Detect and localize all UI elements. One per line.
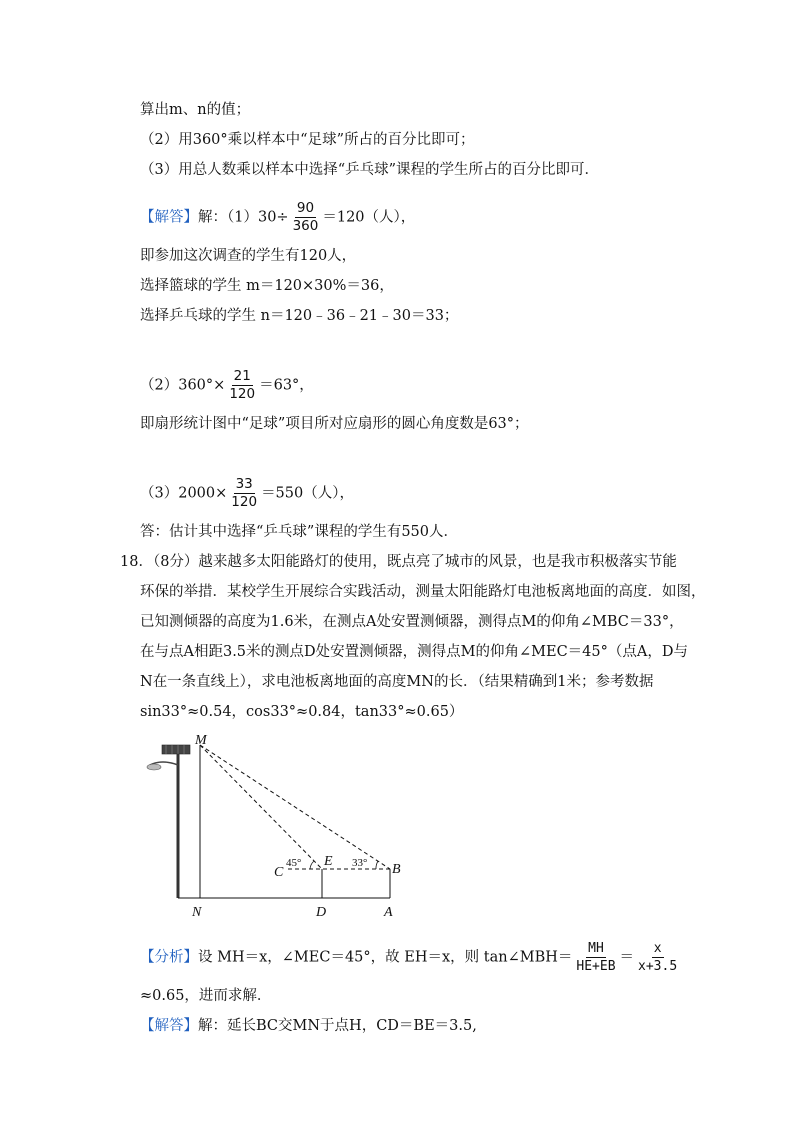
text-line: 即扇形统计图中“足球”项目所对应扇形的圆心角度数是63°； (140, 416, 529, 432)
question-line: 已知测倾器的高度为1.6米，在测点A处安置测倾器，测得点M的仰角∠MBC＝33°， (140, 614, 684, 630)
question-line: 在与点A相距3.5米的测点D处安置测倾器，测得点M的仰角∠MEC＝45°（点A，D与 (140, 644, 688, 660)
question-line: 环保的举措．某校学生开展综合实践活动，测量太阳能路灯电池板离地面的高度．如图， (140, 584, 706, 600)
label-N: N (192, 905, 202, 920)
label-angle-45: 45° (286, 857, 302, 869)
text-line: 即参加这次调查的学生有120人， (140, 248, 357, 264)
label-A: A (384, 905, 393, 920)
angle-33-arc (376, 861, 378, 869)
segment-ME (200, 745, 322, 869)
solar-panel-icon (162, 745, 190, 754)
fraction: $\frac{x}{x+3.5}$ (638, 941, 678, 974)
jieda-tag: 【解答】 (140, 1018, 198, 1034)
fraction: $\frac{33}{120}$ (231, 476, 258, 510)
text-line: 选择乒乓球的学生 n＝120﹣36﹣21﹣30＝33； (140, 308, 459, 324)
fenxi-tag: 【分析】 (140, 949, 198, 966)
text-line: 算出m、n的值； (140, 102, 251, 118)
label-C: C (274, 865, 284, 880)
fraction: $\frac{90}{360}$ (292, 200, 319, 234)
label-M: M (195, 735, 207, 748)
analysis-line: 【分析】设 MH＝x，∠MEC＝45°，故 EH＝x，则 tan∠MBH＝ $\frac{MH}{HE+EB}$ ＝ $\frac{x}{x+3.5}$ (140, 941, 678, 974)
label-E: E (324, 854, 333, 869)
question-line: N在一条直线上），求电池板离地面的高度MN的长．（结果精确到1米；参考数据 (140, 674, 654, 690)
geometry-figure (140, 735, 420, 925)
segment-MB (200, 745, 390, 869)
question-line: 18．（8分）越来越多太阳能路灯的使用，既点亮了城市的风景，也是我市积极落实节能 (120, 554, 677, 570)
angle-45-arc (310, 861, 314, 869)
label-angle-33: 33° (352, 857, 368, 869)
label-D: D (316, 905, 327, 920)
label-B: B (392, 862, 401, 877)
text-line: （2）用360°乘以样本中“足球”所占的百分比即可； (140, 132, 475, 148)
solution-line: 【解答】解：延长BC交MN于点H，CD＝BE＝3.5, (140, 1018, 477, 1034)
text-line: （3）用总人数乘以样本中选择“乒乓球”课程的学生所占的百分比即可． (140, 162, 600, 178)
solution-line: （3）2000× $\frac{33}{120}$ ＝550（人）， (140, 476, 354, 510)
question-line: sin33°≈0.54，cos33°≈0.84，tan33°≈0.65） (140, 704, 464, 720)
jieda-tag: 【解答】 (140, 209, 198, 226)
text-line: 答：估计其中选择“乒乓球”课程的学生有550人． (140, 524, 458, 540)
fraction: $\frac{MH}{HE+EB}$ (576, 941, 616, 974)
solution-line: 【解答】解：（1）30÷ $\frac{90}{360}$ ＝120（人）， (140, 200, 416, 234)
text-line: 选择篮球的学生 m＝120×30%＝36， (140, 278, 394, 294)
street-lamp-icon (147, 754, 178, 898)
fraction: $\frac{21}{120}$ (229, 368, 256, 402)
solution-line: （2）360°× $\frac{21}{120}$ ＝63°， (140, 368, 314, 402)
text-line: ≈0.65，进而求解． (140, 988, 272, 1004)
